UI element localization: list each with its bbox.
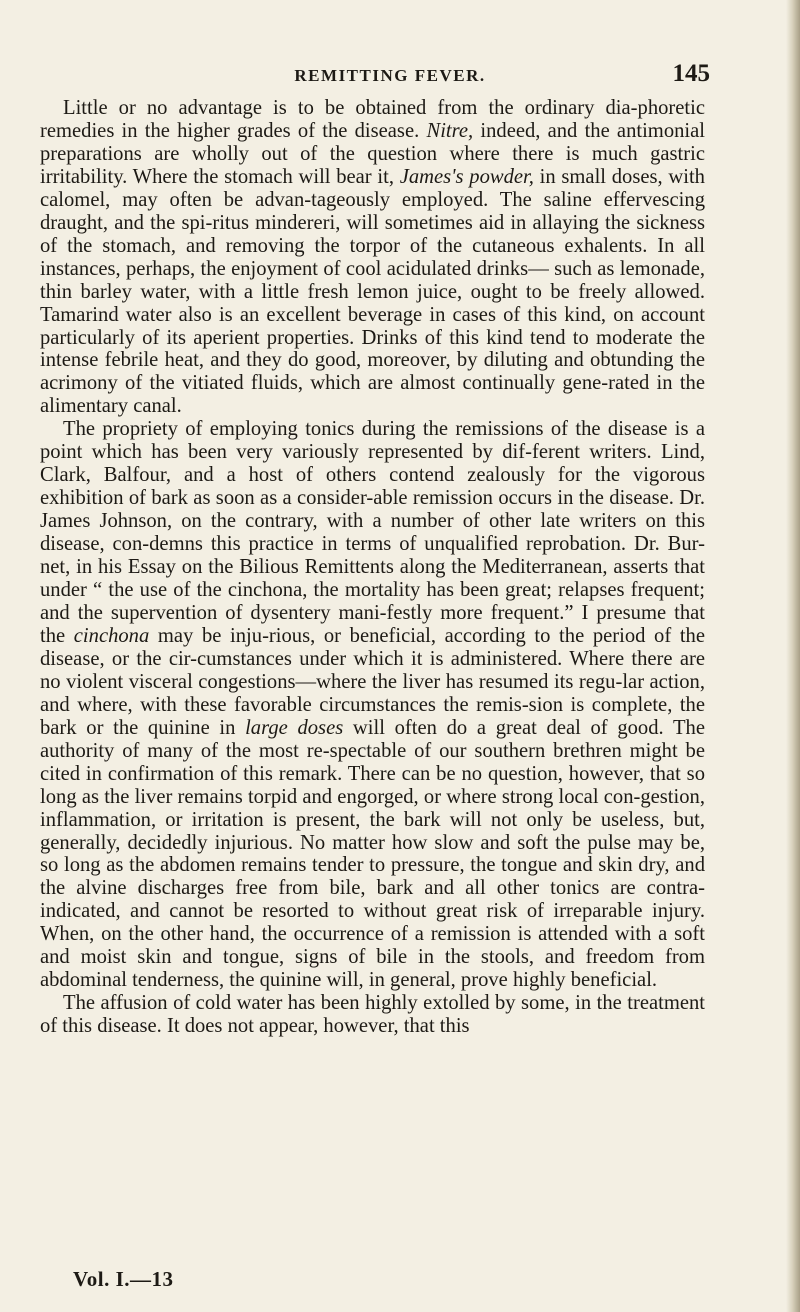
text-run: The affusion of cold water has been highly extolled by some, in the treatment of this disease. It does not appear, however, that this	[40, 992, 705, 1038]
paragraph-cold-water	[40, 992, 705, 1038]
signature-mark: Vol. I.—13	[73, 1267, 174, 1291]
running-title: REMITTING FEVER.	[294, 66, 486, 85]
text-run: in small doses, with calomel, may often be advan-tageously employed. The saline effervescing draught, and the spi-ritus mindereri, will sometimes aid in allaying the sickness of the stomach, and removing the torpor of the cutaneous exhalents. In all instances, perhaps, the enjoyment of cool acidulated drinks— such as lemonade, thin barley water, with a little fresh lemon juice, ought to be freely allowed. Tamarind water also is an excellent beverage in cases of this kind, on account particularly of its aperient properties. Drinks of this kind tend to moderate the intense febrile heat, and they do good, moreover, by diluting and obtunding the acrimony of the vitiated fluids, which are almost continually gene-rated in the alimentary canal.	[40, 165, 705, 418]
text-run: indeed, and the antimonial preparations are wholly out of the question where there is much gastric irritability. Where the stomach will bear it,	[40, 119, 706, 188]
body-text	[40, 97, 705, 1038]
italic-term-james-powder: James's powder,	[399, 165, 534, 188]
italic-term-nitre: Nitre,	[426, 119, 474, 142]
page-number: 145	[672, 60, 710, 87]
text-run: The propriety of employing tonics during the remissions of the disease is a point which has been very variously represented by dif-ferent writers. Lind, Clark, Balfour, and a host of others contend zealously for the vigorous exhibition of bark as soon as a consider-able remission occurs in the disease. Dr. James Johnson, on the contrary, with a number of other late writers on this disease, con-demns this practice in terms of unqualified reprobation. Dr. Bur-net, in his Essay on the Bilious Remittents along the Mediterranean, asserts that under “ the use of the cinchona, the mortality has been great; relapses frequent; and the supervention of dysentery mani-festly more frequent.” I presume that the	[40, 418, 705, 647]
paragraph-diaphoretics	[40, 97, 705, 418]
text-run: may be inju-rious, or beneficial, according to the period of the disease, or the cir-cumstances under which it is administered. Where there are no violent visceral congestions—where the liver has resumed its regu-lar action, and where, with these favorable circumstances the remis-sion is complete, the bark or the quinine in	[40, 624, 705, 739]
paragraph-tonics	[40, 418, 705, 992]
page-header	[70, 60, 710, 98]
italic-term-cinchona: cinchona	[73, 624, 150, 647]
page-edge-shadow	[786, 0, 800, 1312]
text-run: Little or no advantage is to be obtained from the ordinary dia-phoretic remedies in the higher grades of the disease.	[40, 97, 705, 142]
italic-term-large-doses: large doses	[245, 716, 344, 739]
text-run: will often do a great deal of good. The authority of many of the most re-spectable of our southern brethren might be cited in confirmation of this remark. There can be no question, however, that so long as the liver remains torpid and engorged, or where strong local con-gestion, inflammation, or irritation is present, the bark will not only be useless, but, generally, decidedly injurious. No matter how slow and soft the pulse may be, so long as the abdomen remains tender to pressure, the tongue and skin dry, and the alvine discharges free from bile, bark and all other tonics are contra-indicated, and cannot be resorted to without great risk of irreparable injury. When, on the other hand, the occurrence of a remission is attended with a soft and moist skin and tongue, signs of bile in the stools, and freedom from abdominal tenderness, the quinine will, in general, prove highly beneficial.	[40, 716, 705, 992]
